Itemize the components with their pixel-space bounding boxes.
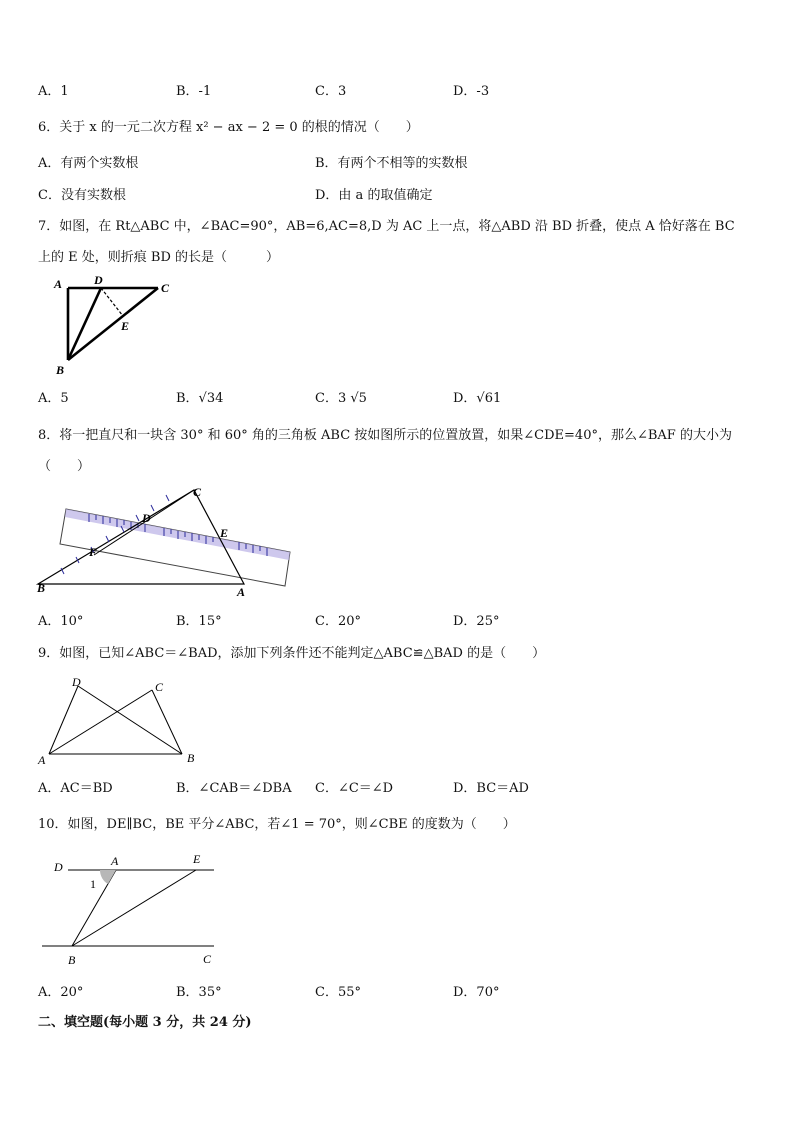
- q6-option-d: D．由 a 的取值确定: [315, 188, 433, 203]
- q10-angle-1-mark: [100, 870, 116, 884]
- q9-label-b: B: [187, 751, 195, 765]
- q10-label-1: 1: [90, 877, 96, 891]
- q7-stem-line1: 7．如图，在 Rt△ABC 中，∠BAC=90°，AB=6,AC=8,D 为 AC 上一点，将△ABD 沿 BD 折叠，使点 A 恰好落在 BC: [38, 219, 735, 234]
- q8-figure: [34, 484, 296, 600]
- q10-label-d: D: [54, 860, 63, 874]
- q10-option-b: B．35°: [176, 985, 222, 1000]
- q8-stem-line2: （ ）: [38, 459, 91, 474]
- q7-side-bc: [68, 288, 158, 360]
- q10-label-e: E: [193, 852, 201, 866]
- q7-segment-de: [101, 288, 123, 316]
- q7-option-a: A．5: [38, 391, 69, 406]
- q6-option-a: A．有两个实数根: [38, 156, 139, 171]
- q8-label-f: F: [89, 545, 98, 559]
- q10-label-c: C: [203, 952, 212, 966]
- q8-label-a: A: [237, 585, 246, 599]
- q5-option-c: C．3: [315, 84, 347, 99]
- q9-stem: 9．如图，已知∠ABC＝∠BAD，添加下列条件还不能判定△ABC≌△BAD 的是（ ）: [38, 646, 546, 661]
- q9-option-b: B．∠CAB＝∠DBA: [176, 781, 292, 796]
- q8-label-d: D: [142, 511, 151, 525]
- q8-label-e: E: [220, 526, 229, 540]
- q9-option-d: D．BC＝AD: [453, 781, 529, 796]
- q7-label-b: B: [56, 363, 65, 377]
- q9-label-a: A: [38, 753, 46, 767]
- q8-option-c: C．20°: [315, 614, 361, 629]
- q8-option-d: D．25°: [453, 614, 500, 629]
- q5-option-a: A．1: [38, 84, 69, 99]
- q5-option-b: B．-1: [176, 84, 212, 99]
- section-fill-in-title: 二、填空题(每小题 3 分，共 24 分): [38, 1015, 252, 1030]
- q8-option-a: A．10°: [38, 614, 84, 629]
- q7-fold-bd: [68, 288, 101, 360]
- q9-label-d: D: [72, 675, 81, 689]
- q9-side-ac: [49, 690, 152, 754]
- q10-option-c: C．55°: [315, 985, 361, 1000]
- q7-label-e: E: [121, 319, 130, 333]
- q9-side-ad: [49, 686, 78, 754]
- q9-option-a: A．AC＝BD: [38, 781, 113, 796]
- q10-label-a: A: [111, 854, 119, 868]
- q6-option-b: B．有两个不相等的实数根: [315, 156, 468, 171]
- q7-option-d: D．√61: [453, 391, 502, 406]
- q8-label-b: B: [37, 581, 46, 595]
- q10-option-d: D．70°: [453, 985, 500, 1000]
- q8-option-b: B．15°: [176, 614, 222, 629]
- q7-label-c: C: [161, 281, 170, 295]
- q10-label-b: B: [68, 953, 76, 967]
- q7-option-b: B．√34: [176, 391, 224, 406]
- q5-option-d: D．-3: [453, 84, 490, 99]
- q8-stem-line1: 8．将一把直尺和一块含 30° 和 60° 角的三角板 ABC 按如图所示的位置放置，如果∠CDE=40°，那么∠BAF 的大小为: [38, 428, 732, 443]
- q10-option-a: A．20°: [38, 985, 84, 1000]
- q7-option-c: C．3 √5: [315, 391, 367, 406]
- q8-label-c: C: [193, 485, 202, 499]
- q9-figure: [36, 672, 208, 768]
- q9-option-c: C．∠C＝∠D: [315, 781, 394, 796]
- q10-stem: 10．如图，DE∥BC，BE 平分∠ABC，若∠1 = 70°，则∠CBE 的度数为（ ）: [38, 817, 516, 832]
- q7-stem-line2: 上的 E 处，则折痕 BD 的长是（ ）: [38, 250, 279, 265]
- q6-option-c: C．没有实数根: [38, 188, 126, 203]
- q7-figure: [46, 272, 186, 380]
- q6-stem: 6．关于 x 的一元二次方程 x² − ax − 2 = 0 的根的情况（ ）: [38, 120, 419, 135]
- q7-label-a: A: [54, 277, 63, 291]
- q7-label-d: D: [94, 273, 103, 287]
- q10-figure: [38, 846, 218, 970]
- q9-label-c: C: [155, 680, 164, 694]
